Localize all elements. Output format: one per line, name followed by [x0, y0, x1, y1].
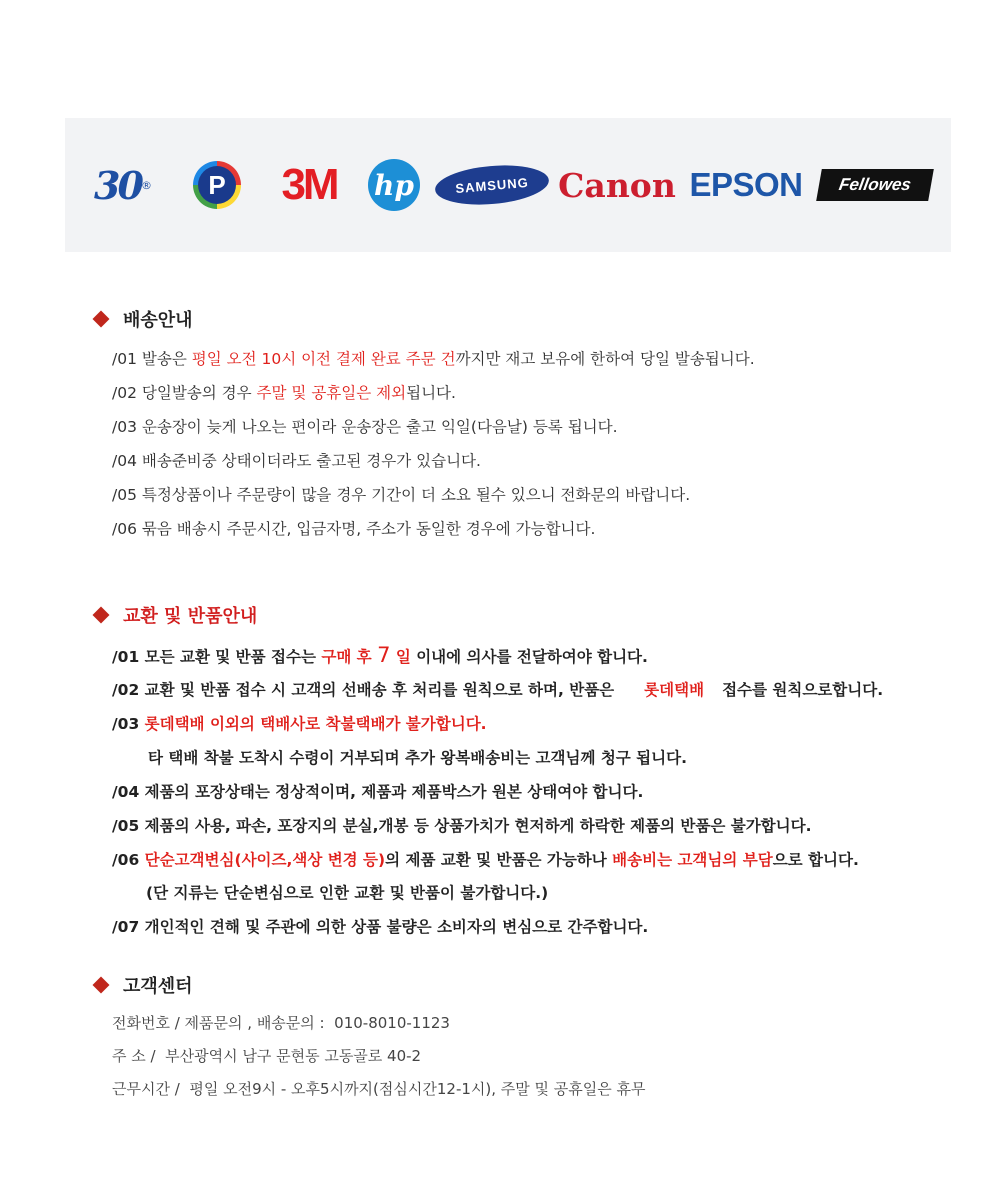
- diamond-bullet-icon: [93, 607, 110, 624]
- returns-line-06-note: (단 지류는 단순변심으로 인한 교환 및 반품이 불가합니다.): [146, 884, 549, 902]
- brand-epson-logo: EPSON: [689, 166, 803, 203]
- returns-line-01: /01 모든 교환 및 반품 접수는 구매 후 7 일 이내에 의사를 전달하여야 합니다.: [112, 643, 648, 667]
- shipping-title-text: 배송안내: [123, 310, 193, 331]
- brand-logo-bar: [65, 118, 951, 252]
- brand-canon-logo: Canon: [558, 165, 676, 205]
- returns-line-06: /06 단순고객변심(사이즈,색상 변경 등)의 제품 교환 및 반품은 가능하나 배송비는 고객님의 부담으로 합니다.: [112, 851, 859, 869]
- customer-address-line: 주 소 / 부산광역시 남구 문현동 고동골로 40-2: [112, 1047, 422, 1065]
- customer-phone-number[interactable]: 010-8010-1123: [334, 1014, 450, 1032]
- returns-line-03-note: 타 택배 착불 도착시 수령이 거부되며 추가 왕복배송비는 고객님께 청구 됩니다.: [148, 749, 687, 767]
- returns-line-03: /03 롯데택배 이외의 택배사로 착불택배가 불가합니다.: [112, 715, 487, 733]
- returns-title-text: 교환 및 반품안내: [123, 606, 258, 627]
- returns-line-07: /07 개인적인 견해 및 주관에 의한 상품 불량은 소비자의 변심으로 간주합니다.: [112, 918, 649, 936]
- brand-samsung-logo: SAMSUNG: [435, 118, 549, 252]
- shipping-line-05: /05 특정상품이나 주문량이 많을 경우 기간이 더 소요 될수 있으니 전화문의 바랍니다.: [112, 486, 691, 504]
- customer-phone-line: 전화번호 / 제품문의 , 배송문의 : 010-8010-1123: [112, 1014, 450, 1032]
- shipping-section-title: [92, 306, 193, 332]
- brand-fellowes-logo: Fellowes: [817, 118, 933, 252]
- shipping-line-03: /03 운송장이 늦게 나오는 편이라 운송장은 출고 익일(다음날) 등록 됩니다.: [112, 418, 618, 436]
- brand-3m-logo: 3M: [281, 160, 337, 209]
- brand-30-logo: 30 ®: [94, 162, 152, 208]
- diamond-bullet-icon: [93, 977, 110, 994]
- customer-hours-line: 근무시간 / 평일 오전9시 - 오후5시까지(점심시간12-1시), 주말 및 공휴일은 휴무: [112, 1080, 646, 1098]
- returns-line-02: /02 교환 및 반품 접수 시 고객의 선배송 후 처리를 원칙으로 하며, 반품은 롯데택배 접수를 원칙으로합니다.: [112, 681, 884, 699]
- shipping-line-04: /04 배송준비중 상태이더라도 출고된 경우가 있습니다.: [112, 452, 481, 470]
- returns-line-05: /05 제품의 사용, 파손, 포장지의 분실,개봉 등 상품가치가 현저하게 하락한 제품의 반품은 불가합니다.: [112, 817, 812, 835]
- shipping-line-01: /01 발송은 평일 오전 10시 이전 결제 완료 주문 건까지만 재고 보유에 한하여 당일 발송됩니다.: [112, 350, 755, 368]
- shipping-line-06: /06 묶음 배송시 주문시간, 입금자명, 주소가 동일한 경우에 가능합니다.: [112, 520, 596, 538]
- customer-title-text: 고객센터: [123, 976, 193, 997]
- returns-line-04: /04 제품의 포장상태는 정상적이며, 제품과 제품박스가 원본 상태여야 합니다.: [112, 783, 644, 801]
- brand-hp-logo: hp: [367, 118, 421, 252]
- diamond-bullet-icon: [93, 311, 110, 328]
- shipping-line-02: /02 당일발송의 경우 주말 및 공휴일은 제외됩니다.: [112, 384, 456, 402]
- brand-p-logo: P: [189, 118, 245, 252]
- returns-section-title: [92, 602, 257, 628]
- customer-center-title: [92, 972, 193, 998]
